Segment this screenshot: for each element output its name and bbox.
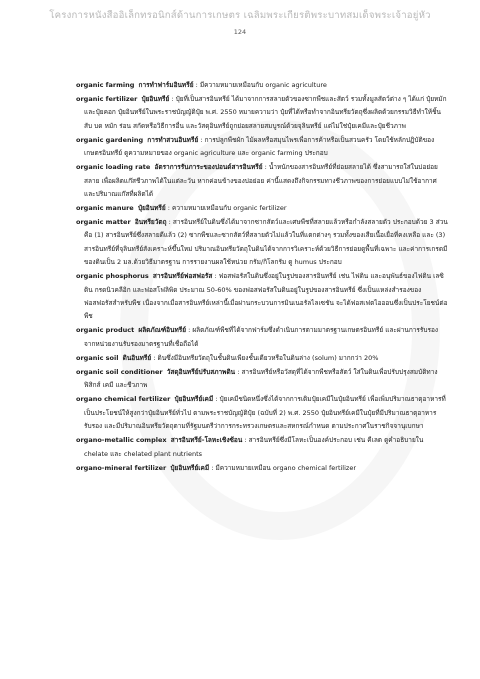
glossary-entry — [76, 216, 448, 270]
entry-term: organic loading rate — [76, 163, 151, 172]
entry-definition: : การปลูกพืชผัก ไม้ผลหรือสมุนไพรเพื่อการค้าหรือเป็นสวนครัว โดยใช้หลักปฏิบัติของเกษตรอินทรีย์ ดูความหมายของ organic agriculture และ organic farming ประกอบ — [84, 135, 435, 158]
entry-definition: : ดินซึ่งมีอินทรียวัตถุในชั้นดินเพียงชั้นเดียวหรือในดินล่าง (solum) มากกว่า 20% — [151, 353, 379, 362]
entry-thai-term: การทำฟาร์มอินทรีย์ — [138, 81, 194, 89]
entry-thai-term: วัสดุอินทรีย์ปรับสภาพดิน — [166, 367, 236, 376]
glossary-entry — [76, 270, 448, 324]
glossary-entry — [76, 393, 448, 433]
entry-thai-term: การทำสวนอินทรีย์ — [147, 135, 199, 144]
entry-thai-term: สารอินทรีย์-โลหะเชิงซ้อน — [170, 436, 243, 445]
entry-term: organic farming — [76, 81, 135, 89]
entry-term: organic gardening — [76, 135, 144, 144]
glossary-entry — [76, 93, 448, 133]
entry-thai-term: ปุ๋ยอินทรีย์ — [137, 204, 166, 213]
glossary-entry — [76, 324, 448, 351]
entry-definition: : ผลิตภัณฑ์พืชที่ได้จากฟาร์มซึ่งดำเนินการตามมาตรฐานเกษตรอินทรีย์ และผ่านการรับรองจากหน่วยงานรับรองมาตรฐานที่เชื่อถือได้ — [84, 326, 439, 348]
entry-definition: : ปุ๋ยที่เป็นสารอินทรีย์ ได้มาจากการสลายตัวของซากพืชและสัตว์ รวมทั้งมูลสัตว์ต่าง ๆ ได้แก่ ปุ๋ยหมักและปุ๋ยคอก ปุ๋ยอินทรีย์ในพระราชบัญญัติปุ๋ย พ.ศ. 2550 หมายความว่า ปุ๋ยที่ได้หรือทำจากอินทรียวัตถุซึ่งผลิตด้วยกรรมวิธีทำให้ชิ้น สับ บด หมัก ร่อน สกัดหรือวิธีการอื่น และวัสดุอินทรีย์ถูกย่อยสลายสมบูรณ์ด้วยจุลินทรีย์ แต่ไม่ใช่ปุ๋ยเคมีและปุ๋ยชีวภาพ — [84, 95, 447, 130]
page-number: 124 — [233, 28, 247, 36]
entry-thai-term: ปุ๋ยอินทรีย์เคมี — [170, 463, 210, 472]
entry-term: organic soil conditioner — [76, 367, 163, 376]
entry-definition: : สารอินทรีย์หรือวัสดุที่ได้จากพืชหรือสัตว์ ใส่ในดินเพื่อปรับปรุงสมบัติทางฟิสิกส์ เคมี และชีวภาพ — [84, 367, 438, 390]
glossary-list — [76, 79, 448, 476]
entry-definition: : น้ำหนักของสารอินทรีย์ที่ย่อยสลายได้ ซึ่งสามารถใส่ในบ่อย่อยสลาย เพื่อผลิตแก๊สชีวภาพได้ในแต่ละวัน หากค่อนข้างของบ่อย่อย ค่านี้แสดงถึงกิจกรรมทางชีวภาพของการย่อยแบบไม่ใช้อากาศ และปริมาณแก๊สที่ผลิตได้ — [84, 163, 438, 199]
entry-definition: : มีความหมายเหมือนกับ organic agriculture — [193, 81, 327, 89]
entry-thai-term: อินทรียวัตถุ — [134, 218, 167, 227]
entry-thai-term: อัตราการรับภาระของปอนด์สารอินทรีย์ — [154, 163, 263, 172]
entry-thai-term: สารอินทรีย์ฟอสฟอรัส — [152, 272, 213, 281]
entry-term: organic product — [76, 326, 135, 335]
entry-definition: : มีความหมายเหมือน organo chemical fertilizer — [209, 463, 356, 472]
glossary-entry — [76, 462, 448, 475]
glossary-entry — [76, 434, 448, 461]
entry-term: organo chemical fertilizer — [76, 395, 171, 404]
entry-definition: : ฟอสฟอรัสในดินซึ่งอยู่ในรูปของสารอินทรีย์ เช่น ไฟติน และอนุพันธ์ของไฟติน เลซิติน กรดนิวคลีอิก และฟอสโฟลิพิด ประมาณ 50-60% ของฟอสฟอรัสในดินอยู่ในรูปของสารอินทรีย์ ซึ่งเป็นแหล่งสำรองของฟอสฟอรัสสำหรับพืช เนื่องจากเมื่อสารอินทรีย์เหล่านี้เมื่อผ่านกระบวนการมินเนอรัลไลเซชัน จะได้ฟอสเฟตไอออนซึ่งเป็นประโยชน์ต่อพืช — [84, 272, 448, 321]
entry-term: organic matter — [76, 218, 131, 227]
entry-definition: : สารอินทรีย์ในดินซึ่งได้มาจากซากสัตว์และเศษพืชที่สลายแล้วหรือกำลังสลายตัว ประกอบด้วย 3 ส่วน คือ (1) สารอินทรีย์ซึ่งสลายดีแล้ว (2) ซากพืชและซากสัตว์ที่สลายตัวไม่แล้วในที่แตกต่างๆ รวมทั้งของเสียเนื้อเยื่อที่คงเหลือ และ (3) สารอินทรีย์ที่จุลินทรีย์สังเคราะห์ขึ้นใหม่ ปริมาณอินทรียวัตถุในดินได้จากการวิเคราะห์ด้วยวิธีการย่อยดูพื้นที่เฉพาะ และค่าการเกรดมีของดินเป็น 2 มล.ด้วยวิธีมาตรฐาน การรายงานผลใช้หน่วย กรัม/กิโลกรัม ดู humus ประกอบ — [84, 218, 448, 267]
entry-definition: : ความหมายเหมือนกับ organic fertilizer — [165, 204, 287, 213]
entry-thai-term: ปุ๋ยอินทรีย์เคมี — [174, 395, 214, 404]
entry-thai-term: ดินอินทรีย์ — [122, 353, 152, 362]
entry-thai-term: ปุ๋ยอินทรีย์ — [141, 95, 170, 103]
entry-term: organic phosphorus — [76, 272, 149, 281]
entry-term: organo-mineral fertilizer — [76, 463, 167, 472]
glossary-entry — [76, 161, 448, 201]
glossary-entry — [76, 202, 448, 215]
entry-definition: : สารอินทรีย์ซึ่งมีโลหะเป็นองค์ประกอบ เช่น คีเลต ดูคำอธิบายใน chelate และ chelated plant nutrients — [84, 436, 424, 458]
glossary-entry — [76, 134, 448, 161]
glossary-entry — [76, 366, 448, 393]
glossary-entry — [76, 79, 448, 92]
glossary-entry — [76, 352, 448, 365]
entry-term: organic soil — [76, 353, 119, 362]
entry-term: organo-metallic complex — [76, 436, 167, 445]
entry-definition: : ปุ๋ยเคมีชนิดหนึ่งซึ่งได้จากการเติมปุ๋ยเคมีในปุ๋ยอินทรีย์ เพื่อเพิ่มปริมาณธาตุอาหารที่เป็นประโยชน์ให้สูงกว่าปุ๋ยอินทรีย์ทั่วไป ตามพระราชบัญญัติปุ๋ย (ฉบับที่ 2) พ.ศ. 2550 ปุ๋ยอินทรีย์เคมีในปุ๋ยที่มีปริมาณธาตุอาหารรับรอง และมีปริมาณอินทรียวัตถุตามที่รัฐมนตรีว่าการกระทรวงเกษตรและสหกรณ์กำหนด ตามประกาศในราชกิจจานุเบกษา — [84, 395, 446, 431]
running-header: โครงการหนังสืออิเล็กทรอนิกส์ด้านการเกษตร เฉลิมพระเกียรติพระบาทสมเด็จพระเจ้าอยู่หัว — [49, 10, 431, 21]
entry-term: organic manure — [76, 204, 134, 213]
entry-term: organic fertilizer — [76, 95, 138, 103]
entry-thai-term: ผลิตภัณฑ์อินทรีย์ — [138, 326, 187, 335]
